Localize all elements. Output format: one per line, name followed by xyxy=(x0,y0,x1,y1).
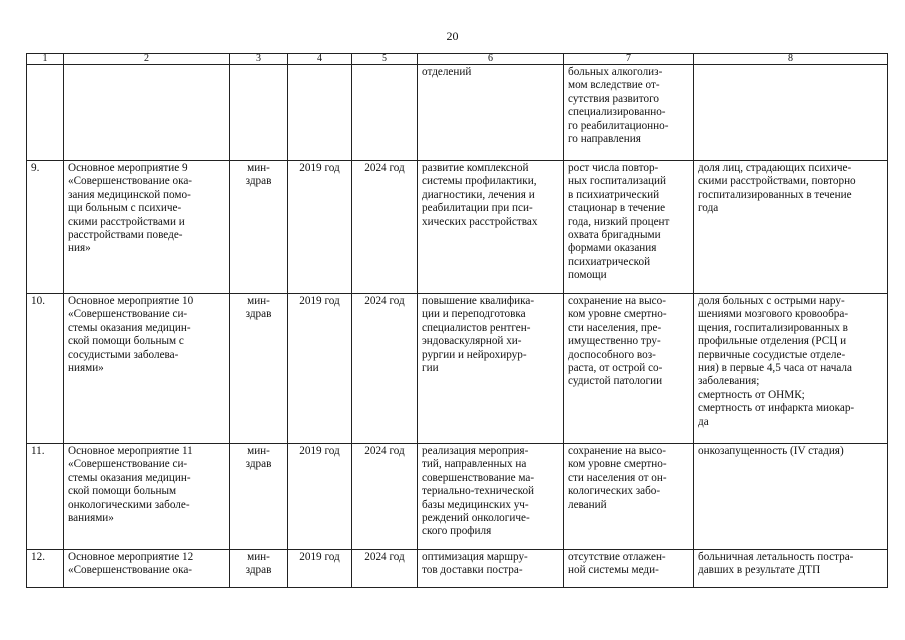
row-number-cell xyxy=(27,65,64,161)
table-row xyxy=(27,550,888,588)
column-number: 2 xyxy=(64,54,230,65)
start-year-cell: 2019 год xyxy=(288,294,352,444)
table-row xyxy=(27,65,888,161)
indicator-cell: онкозапущенность (IV стадия) xyxy=(694,444,888,550)
start-year-cell: 2019 год xyxy=(288,161,352,294)
executor-cell: мин- здрав xyxy=(230,444,288,550)
risk-cell: сохранение на высо- ком уровне смертно- сти населения от он- кологических забо- леваний xyxy=(564,444,694,550)
event-cell xyxy=(64,65,230,161)
executor-cell xyxy=(230,65,288,161)
row-number-cell: 11. xyxy=(27,444,64,550)
risk-cell: отсутствие отлажен- ной системы меди- xyxy=(564,550,694,588)
start-year-cell xyxy=(288,65,352,161)
row-number-cell: 12. xyxy=(27,550,64,588)
table-row xyxy=(27,294,888,444)
page-number: 20 xyxy=(446,29,459,43)
column-number: 8 xyxy=(694,54,888,65)
program-table xyxy=(26,53,888,588)
column-number: 3 xyxy=(230,54,288,65)
column-number: 4 xyxy=(288,54,352,65)
end-year-cell: 2024 год xyxy=(352,161,418,294)
indicator-cell: доля лиц, страдающих психиче- скими расстройствами, повторно госпитализированных в течение года xyxy=(694,161,888,294)
expected-result-cell: оптимизация маршру- тов доставки постра- xyxy=(418,550,564,588)
column-number-row xyxy=(27,54,888,65)
column-number: 1 xyxy=(27,54,64,65)
expected-result-cell: повышение квалифика- ции и переподготовка специалистов рентген- эндоваскулярной хи- рургии и нейрохирур- гии xyxy=(418,294,564,444)
expected-result-cell: отделений xyxy=(418,65,564,161)
executor-cell: мин- здрав xyxy=(230,294,288,444)
end-year-cell: 2024 год xyxy=(352,294,418,444)
event-cell: Основное мероприятие 11 «Совершенствование си- стемы оказания медицин- ской помощи больным онкологическими заболе- ваниями» xyxy=(64,444,230,550)
row-number-cell: 10. xyxy=(27,294,64,444)
executor-cell: мин- здрав xyxy=(230,161,288,294)
end-year-cell xyxy=(352,65,418,161)
event-cell: Основное мероприятие 9 «Совершенствование ока- зания медицинской помо- щи больным с психиче- скими расстройствами и расстройствами поведе- ния» xyxy=(64,161,230,294)
risk-cell: сохранение на высо- ком уровне смертно- сти населения, пре- имущественно тру- доспособного воз- раста, от острой со- судистой патологии xyxy=(564,294,694,444)
table-body xyxy=(27,54,888,588)
end-year-cell: 2024 год xyxy=(352,550,418,588)
indicator-cell xyxy=(694,65,888,161)
risk-cell: рост числа повтор- ных госпитализаций в психиатрический стационар в течение года, низкий процент охвата бригадными формами оказания психиатрической помощи xyxy=(564,161,694,294)
column-number: 7 xyxy=(564,54,694,65)
indicator-cell: больничная летальность постра- давших в результате ДТП xyxy=(694,550,888,588)
column-number: 6 xyxy=(418,54,564,65)
table-row xyxy=(27,444,888,550)
column-number: 5 xyxy=(352,54,418,65)
event-cell: Основное мероприятие 10 «Совершенствование си- стемы оказания медицин- ской помощи больным с сосудистыми заболева- ниями» xyxy=(64,294,230,444)
executor-cell: мин- здрав xyxy=(230,550,288,588)
end-year-cell: 2024 год xyxy=(352,444,418,550)
risk-cell: больных алкоголиз- мом вследствие от- сутствия развитого специализированно- го реабилитационно- го направления xyxy=(564,65,694,161)
event-cell: Основное мероприятие 12 «Совершенствование ока- xyxy=(64,550,230,588)
table-row xyxy=(27,161,888,294)
row-number-cell: 9. xyxy=(27,161,64,294)
expected-result-cell: реализация мероприя- тий, направленных на совершенствование ма- териально-технической базы медицинских уч- реждений онкологиче- ского профиля xyxy=(418,444,564,550)
start-year-cell: 2019 год xyxy=(288,550,352,588)
start-year-cell: 2019 год xyxy=(288,444,352,550)
indicator-cell: доля больных с острыми нару- шениями мозгового кровообра- щения, госпитализированных в профильные отделения (РСЦ и первичные сосудистые отделе- ния) в первые 4,5 часа от начала заболевания; смертность от ОНМК; смертность от инфаркта миокар- да xyxy=(694,294,888,444)
expected-result-cell: развитие комплексной системы профилактики, диагностики, лечения и реабилитации при пси- хических расстройствах xyxy=(418,161,564,294)
